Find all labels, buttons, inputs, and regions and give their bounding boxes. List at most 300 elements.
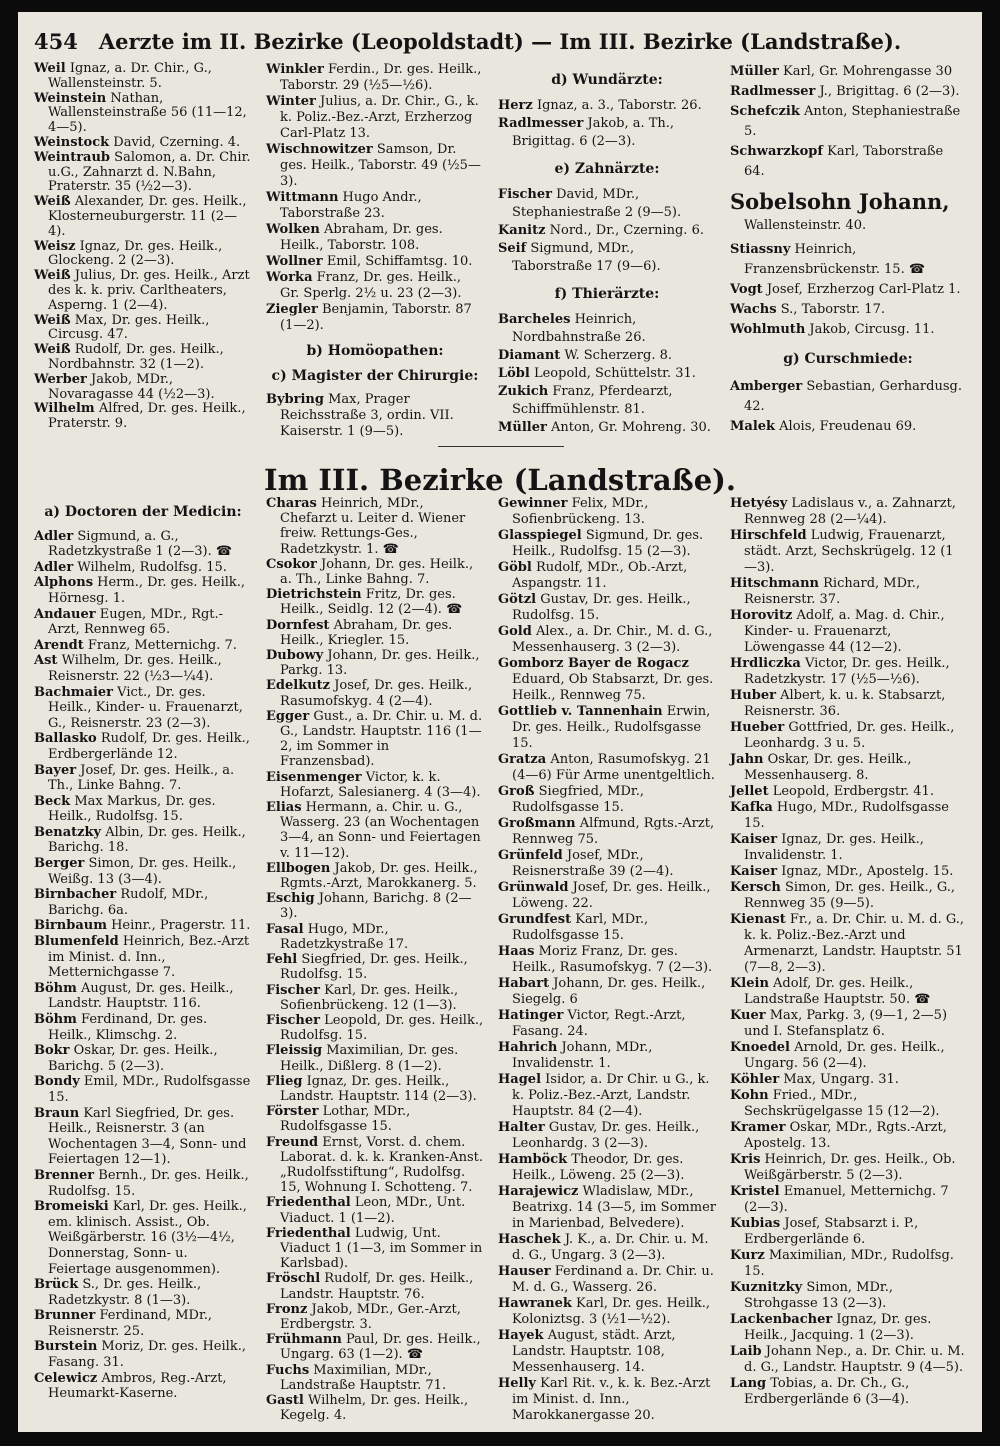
directory-entry xyxy=(498,347,716,365)
entry-details: Oskar, Dr. ges. Heilk., Barichg. 5 (2—3). xyxy=(48,1043,218,1074)
entry-details: Ferdinand, Dr. ges. Heilk., Klimschg. 2. xyxy=(48,1012,208,1043)
directory-entry xyxy=(730,496,966,528)
advert-address: Wallensteinstr. 40. xyxy=(744,218,867,233)
entry-details: Emanuel, Metternichg. 7 (2—3). xyxy=(744,1184,949,1215)
section-subheading: c) Magister der Chirurgie: xyxy=(271,368,479,384)
directory-entry xyxy=(730,1040,966,1072)
entry-details: Siegfried, MDr., Rudolfsgasse 15. xyxy=(512,784,644,815)
entry-surname: Böhm xyxy=(34,1012,77,1027)
directory-entry xyxy=(730,82,966,102)
entry-details: J., Brigittag. 6 (2—3). xyxy=(819,84,960,99)
directory-entry xyxy=(34,731,252,762)
directory-entry xyxy=(730,864,966,880)
entry-details: Fr., a. Dr. Chir. u. M. d. G., k. k. Poliz.-Bez.-Arzt und Armenarzt, Landstr. Hauptstr. 51 (7—8, 2—3). xyxy=(744,912,965,975)
entry-surname: Hrdliczka xyxy=(730,656,801,671)
directory-entry xyxy=(498,496,716,528)
entry-details: David, Czerning. 4. xyxy=(113,134,241,150)
entry-details: Herm., Dr. ges. Heilk., Hörnesg. 1. xyxy=(48,575,246,606)
entry-details: Ludwig, Unt. Viaduct 1 (1—3, im Sommer in Karlsbad). xyxy=(280,1225,483,1272)
entry-details: Josef, MDr., Reisnerstraße 39 (2—4). xyxy=(512,848,674,879)
entry-details: Ferdinand a. Dr. Chir. u. M. d. G., Wasserg. 26. xyxy=(512,1264,714,1295)
entry-details: Karl Siegfried, Dr. ges. Heilk., Reisnerstr. 3 (an Wochentagen 3—4, Sonn- und Feiertagen 12—1). xyxy=(48,1105,247,1168)
entry-surname: Kaiser xyxy=(730,832,778,847)
entry-details: Leopold, Schüttelstr. 31. xyxy=(533,366,696,381)
running-title: Aerzte im II. Bezirke (Leopoldstadt) — Im III. Bezirke (Landstraße). xyxy=(98,29,902,54)
top-column-4 xyxy=(730,62,966,437)
directory-entry xyxy=(730,656,966,688)
entry-details: Ignaz, Dr. ges. Heilk., Jacquing. 1 (2—3). xyxy=(744,1312,932,1343)
entry-details: Moriz, Dr. ges. Heilk., Fasang. 31. xyxy=(48,1339,246,1371)
entry-details: Samson, Dr. ges. Heilk., Taborstr. 49 (½5—3). xyxy=(280,142,481,189)
directory-entry xyxy=(34,402,252,432)
directory-entry xyxy=(730,1248,966,1280)
entry-surname: Großmann xyxy=(498,816,576,831)
entry-surname: Knoedel xyxy=(730,1040,790,1055)
directory-entry xyxy=(266,983,484,1013)
entry-details: Josef, Stabsarzt i. P., Erdbergerlände 6. xyxy=(744,1216,919,1247)
directory-entry xyxy=(34,1371,252,1402)
directory-entry xyxy=(266,190,484,222)
directory-entry xyxy=(34,825,252,856)
entry-surname: Friedenthal xyxy=(266,1225,351,1241)
entry-details: Karl Rit. v., k. k. Bez.-Arzt im Minist. d. Inn., Marokkanergasse 20. xyxy=(512,1376,711,1423)
entry-surname: Ellbogen xyxy=(266,860,331,876)
directory-entry xyxy=(266,557,484,587)
entry-details: Karl, MDr., Rudolfsgasse 15. xyxy=(512,912,649,943)
entry-surname: Fuchs xyxy=(266,1362,310,1378)
entry-surname: Csokor xyxy=(266,556,317,572)
entry-details: Nord., Dr., Czerning. 6. xyxy=(549,223,704,238)
entry-surname: Grünfeld xyxy=(498,848,563,863)
entry-details: Victor, Dr. ges. Heilk., Radetzkystr. 17 (½5—½6). xyxy=(744,656,950,687)
entry-details: Simon, Dr. ges. Heilk., Weißg. 13 (3—4). xyxy=(48,856,237,887)
directory-entry xyxy=(730,976,966,1008)
entry-surname: Weisz xyxy=(34,238,76,254)
bottom-column-1 xyxy=(34,496,252,1402)
entry-surname: Barcheles xyxy=(498,312,571,327)
entry-surname: Kienast xyxy=(730,912,786,927)
entry-surname: Weiß xyxy=(34,312,71,328)
directory-entry xyxy=(730,832,966,864)
directory-entry xyxy=(266,1226,484,1272)
entry-details: Siegfried, Dr. ges. Heilk., Rudolfsg. 15. xyxy=(280,952,468,983)
directory-entry xyxy=(498,186,716,222)
directory-entry xyxy=(730,1152,966,1184)
directory-entry xyxy=(34,195,252,239)
directory-entry xyxy=(498,419,716,437)
directory-entry xyxy=(498,560,716,592)
directory-entry xyxy=(266,302,484,334)
entry-surname: Ballasko xyxy=(34,731,97,747)
entry-surname: Gratza xyxy=(498,752,547,767)
entry-details: Ignaz, Dr. ges. Heilk., Landstr. Hauptstr. 114 (2—3). xyxy=(280,1073,477,1104)
entry-surname: Winkler xyxy=(266,62,324,77)
entry-details: Salomon, a. Dr. Chir. u.G., Zahnarzt d. N.Bahn, Praterstr. 35 (½2—3). xyxy=(48,149,251,195)
entry-details: Jakob, MDr., Novaragasse 44 (½2—3). xyxy=(48,371,215,402)
entry-surname: Kohn xyxy=(730,1088,769,1103)
entry-surname: Kurz xyxy=(730,1248,765,1263)
entry-details: Ignaz, a. 3., Taborstr. 26. xyxy=(536,98,702,113)
entry-surname: Werber xyxy=(34,371,87,387)
directory-entry xyxy=(266,618,484,648)
entry-surname: Elias xyxy=(266,800,302,816)
entry-details: Theodor, Dr. ges. Heilk., Löweng. 25 (2—3). xyxy=(512,1152,685,1183)
directory-entry xyxy=(34,1308,252,1339)
entry-details: Alfmund, Rgts.-Arzt, Rennweg 75. xyxy=(512,816,715,847)
top-column-3 xyxy=(498,62,716,437)
entry-surname: Harajewicz xyxy=(498,1184,579,1199)
entry-details: Julius, a. Dr. Chir., G., k. k. Poliz.-Bez.-Arzt, Erzherzog Carl-Platz 13. xyxy=(280,94,479,141)
entry-surname: Wollner xyxy=(266,254,323,269)
entry-surname: Bachmaier xyxy=(34,684,114,700)
entry-surname: Groß xyxy=(498,784,535,799)
entry-details: Oskar, Dr. ges. Heilk., Messenhauserg. 8. xyxy=(744,752,912,783)
directory-entry xyxy=(730,1008,966,1040)
entry-details: Arnold, Dr. ges. Heilk., Ungarg. 56 (2—4). xyxy=(744,1040,945,1071)
entry-surname: Zukich xyxy=(498,384,549,399)
entry-surname: Fleissig xyxy=(266,1043,323,1059)
directory-entry xyxy=(34,794,252,825)
directory-entry xyxy=(498,1184,716,1232)
entry-details: Eugen, MDr., Rgt.-Arzt, Rennweg 65. xyxy=(48,606,224,638)
directory-entry xyxy=(266,142,484,190)
page-number: 454 xyxy=(34,29,78,54)
entry-details: Maximilian, Dr. ges. Heilk., Dißlerg. 8 (1—2). xyxy=(280,1043,459,1074)
directory-entry xyxy=(730,1072,966,1088)
entry-surname: Schwarzkopf xyxy=(730,144,823,159)
entry-surname: Halter xyxy=(498,1120,545,1135)
directory-entry xyxy=(34,887,252,918)
directory-entry xyxy=(34,343,252,373)
entry-details: Fried., MDr., Sechskrügelgasse 15 (12—2). xyxy=(744,1088,940,1119)
section-divider xyxy=(438,446,564,447)
entry-surname: Hueber xyxy=(730,720,785,735)
entry-surname: Schefczik xyxy=(730,104,800,119)
directory-entry xyxy=(730,752,966,784)
entry-surname: Helly xyxy=(498,1376,536,1391)
top-column-2 xyxy=(266,62,484,440)
entry-surname: Hahrich xyxy=(498,1040,558,1055)
directory-entry xyxy=(730,912,966,976)
directory-entry xyxy=(34,240,252,270)
top-column-1 xyxy=(34,62,252,432)
entry-details: Hugo, MDr., Rudolfsgasse 15. xyxy=(744,800,949,831)
entry-surname: Kuznitzky xyxy=(730,1280,803,1295)
section-subheading: b) Homöopathen: xyxy=(306,343,444,359)
entry-details: Leopold, Erdbergstr. 41. xyxy=(772,784,934,799)
entry-details: Jakob, Dr. ges. Heilk., Rgmts.-Arzt, Marokkanerg. 5. xyxy=(280,860,478,892)
entry-details: Karl, Gr. Mohrengasse 30 xyxy=(782,64,953,79)
directory-entry xyxy=(34,560,252,576)
entry-details: Bernh., Dr. ges. Heilk., Rudolfsg. 15. xyxy=(48,1167,249,1199)
entry-surname: Weiß xyxy=(34,194,71,210)
entry-surname: Hirschfeld xyxy=(730,528,807,543)
entry-surname: Benatzky xyxy=(34,824,102,840)
entry-details: Wilhelm, Dr. ges. Heilk., Reisnerstr. 22 (½3—¼4). xyxy=(48,653,222,684)
entry-surname: Hauser xyxy=(498,1264,551,1279)
entry-details: Vict., Dr. ges. Heilk., Kinder- u. Frauenarzt, G., Reisnerstr. 23 (2—3). xyxy=(48,684,243,731)
entry-details: Adolf, Dr. ges. Heilk., Landstraße Hauptstr. 50. ☎ xyxy=(744,976,931,1007)
entry-surname: Gold xyxy=(498,624,532,639)
directory-entry xyxy=(730,102,966,142)
entry-details: Ludwig, Frauenarzt, städt. Arzt, Sechskrügelg. 12 (1—3). xyxy=(744,528,954,575)
entry-surname: Fehl xyxy=(266,952,298,968)
directory-entry xyxy=(266,709,484,770)
entry-surname: Dietrichstein xyxy=(266,587,362,603)
directory-entry xyxy=(266,922,484,952)
entry-surname: Fröschl xyxy=(266,1271,321,1287)
entry-surname: Adler xyxy=(34,528,74,544)
directory-entry xyxy=(730,142,966,182)
directory-entry xyxy=(730,1216,966,1248)
directory-entry xyxy=(34,1012,252,1043)
directory-entry xyxy=(730,800,966,832)
entry-surname: Worka xyxy=(266,270,313,285)
directory-entry xyxy=(34,1168,252,1199)
directory-entry xyxy=(34,607,252,638)
entry-details: Heinrich, Nordbahnstraße 26. xyxy=(512,312,646,345)
entry-details: Moriz Franz, Dr. ges. Heilk., Rasumofskyg. 7 (2—3). xyxy=(512,944,713,975)
directory-entry xyxy=(498,311,716,347)
entry-details: Lothar, MDr., Rudolfsgasse 15. xyxy=(280,1104,411,1135)
directory-entry xyxy=(498,222,716,240)
entry-surname: Hatinger xyxy=(498,1008,564,1023)
directory-entry xyxy=(730,1280,966,1312)
entry-details: Johann, Barichg. 8 (2—3). xyxy=(280,891,472,922)
entry-details: Anton, Stephaniestraße 5. xyxy=(744,104,961,139)
entry-details: Jakob, MDr., Ger.-Arzt, Erdbergstr. 3. xyxy=(280,1301,461,1332)
bottom-column-3 xyxy=(498,496,716,1424)
advert-name: Sobelsohn Johann, xyxy=(730,189,950,214)
entry-surname: Weinstein xyxy=(34,90,107,106)
directory-entry xyxy=(266,587,484,617)
entry-surname: Hetyésy xyxy=(730,496,788,511)
entry-surname: Egger xyxy=(266,708,310,724)
entry-details: Simon, Dr. ges. Heilk., G., Rennweg 35 (9—5). xyxy=(744,880,956,911)
entry-details: Franz, Metternichg. 7. xyxy=(87,637,237,653)
directory-entry xyxy=(498,704,716,752)
directory-entry xyxy=(266,254,484,270)
directory-entry xyxy=(34,653,252,684)
entry-details: Victor, Regt.-Arzt, Fasang. 24. xyxy=(512,1008,686,1039)
entry-details: Wladislaw, MDr., Beatrixg. 14 (3—5, im Sommer in Marienbad, Belvedere). xyxy=(512,1184,716,1231)
directory-entry xyxy=(498,1040,716,1072)
directory-entry xyxy=(498,976,716,1008)
entry-details: Karl, Taborstraße 64. xyxy=(744,144,944,179)
entry-surname: Friedenthal xyxy=(266,1195,351,1211)
directory-entry xyxy=(730,280,966,300)
entry-surname: Haas xyxy=(498,944,535,959)
entry-details: Sigmund, MDr., Taborstraße 17 (9—6). xyxy=(512,241,661,274)
bottom-column-4 xyxy=(730,496,966,1408)
entry-details: Franz, Pferdearzt, Schiffmühlenstr. 81. xyxy=(512,384,673,417)
directory-entry xyxy=(266,94,484,142)
directory-entry xyxy=(34,373,252,403)
directory-entry xyxy=(498,656,716,704)
entry-details: Gustav, Dr. ges. Heilk., Rudolfsg. 15. xyxy=(512,592,691,623)
directory-entry xyxy=(34,918,252,934)
entry-surname: Gomborz Bayer de Rogacz xyxy=(498,656,689,671)
entry-details: W. Scherzerg. 8. xyxy=(564,348,672,363)
entry-surname: Wachs xyxy=(730,302,777,317)
entry-surname: Eschig xyxy=(266,891,315,907)
directory-entry xyxy=(34,638,252,654)
entry-surname: Charas xyxy=(266,496,317,511)
directory-entry xyxy=(498,752,716,784)
entry-surname: Müller xyxy=(730,64,779,79)
entry-details: Simon, MDr., Strohgasse 13 (2—3). xyxy=(744,1280,893,1311)
directory-entry xyxy=(34,1106,252,1168)
directory-entry xyxy=(730,1344,966,1376)
entry-details: Abraham, Dr. ges. Heilk., Kriegler. 15. xyxy=(280,617,453,648)
entry-surname: Müller xyxy=(498,420,547,435)
entry-surname: Celewicz xyxy=(34,1370,98,1386)
entry-surname: Fischer xyxy=(266,982,320,998)
entry-surname: Horovitz xyxy=(730,608,793,623)
entry-surname: Glasspiegel xyxy=(498,528,582,543)
bottom-column-2 xyxy=(266,496,484,1423)
entry-surname: Hitschmann xyxy=(730,576,819,591)
entry-surname: Burstein xyxy=(34,1339,98,1355)
directory-entry xyxy=(498,912,716,944)
entry-surname: Bayer xyxy=(34,762,77,778)
entry-surname: Brück xyxy=(34,1277,79,1293)
entry-details: Albin, Dr. ges. Heilk., Barichg. 18. xyxy=(48,824,246,856)
directory-entry xyxy=(34,1339,252,1370)
directory-entry xyxy=(730,1376,966,1408)
directory-entry xyxy=(266,891,484,921)
entry-details: Alexander, Dr. ges. Heilk., Klosterneuburgerstr. 11 (2—4). xyxy=(48,194,247,239)
entry-details: Karl, Dr. ges. Heilk., Koloniztsg. 3 (½1—½2). xyxy=(512,1296,711,1327)
entry-surname: Beck xyxy=(34,793,71,809)
directory-entry xyxy=(730,1184,966,1216)
directory-entry xyxy=(498,784,716,816)
directory-entry xyxy=(730,240,966,280)
entry-details: Wilhelm, Dr. ges. Heilk., Kegelg. 4. xyxy=(280,1392,469,1424)
entry-details: Ambros, Reg.-Arzt, Heumarkt-Kaserne. xyxy=(48,1370,227,1402)
directory-entry xyxy=(498,880,716,912)
entry-details: Karl, Dr. ges. Heilk., Sofienbrückeng. 12 (1—3). xyxy=(280,982,459,1013)
directory-entry xyxy=(498,944,716,976)
directory-entry xyxy=(730,688,966,720)
directory-entry xyxy=(498,816,716,848)
directory-entry xyxy=(730,528,966,576)
entry-details: Emil, MDr., Rudolfsgasse 15. xyxy=(48,1074,251,1105)
directory-entry xyxy=(498,528,716,560)
directory-entry xyxy=(34,151,252,195)
entry-surname: Fasal xyxy=(266,921,304,937)
directory-entry xyxy=(730,1312,966,1344)
entry-surname: Stiassny xyxy=(730,242,791,257)
entry-details: Josef, Erzherzog Carl-Platz 1. xyxy=(766,282,961,297)
directory-entry xyxy=(498,1376,716,1424)
entry-details: Rudolf, Dr. ges. Heilk., Landstr. Hauptstr. 76. xyxy=(280,1271,474,1302)
directory-entry xyxy=(498,97,716,115)
entry-surname: Haschek xyxy=(498,1232,561,1247)
entry-details: Maximilian, MDr., Rudolfsg. 15. xyxy=(744,1248,954,1279)
entry-surname: Wilhelm xyxy=(34,401,95,417)
entry-details: Heinrich, Franzensbrückenstr. 15. ☎ xyxy=(744,242,926,277)
entry-details: Gust., a. Dr. Chir. u. M. d. G., Landstr. Hauptstr. 116 (1—2, im Sommer in Franzensbad). xyxy=(280,708,483,770)
directory-entry xyxy=(266,1074,484,1104)
entry-surname: Winter xyxy=(266,94,316,109)
entry-details: Josef, Dr. ges. Heilk., a. Th., Linke Bahng. 7. xyxy=(48,762,235,794)
entry-surname: Weinstock xyxy=(34,134,110,150)
entry-details: Leopold, Dr. ges. Heilk., Rudolfsg. 15. xyxy=(280,1012,484,1044)
entry-surname: Diamant xyxy=(498,348,561,363)
directory-entry xyxy=(730,880,966,912)
entry-details: Johann Nep., a. Dr. Chir. u. M. d. G., Landstr. Hauptstr. 9 (4—5). xyxy=(744,1344,965,1375)
entry-surname: Wittmann xyxy=(266,190,339,205)
entry-surname: Ast xyxy=(34,653,58,669)
entry-surname: Seif xyxy=(498,241,527,256)
directory-entry xyxy=(34,62,252,92)
entry-details: Erwin, Dr. ges. Heilk., Rudolfsgasse 15. xyxy=(512,704,711,751)
entry-surname: Kristel xyxy=(730,1184,780,1199)
directory-entry xyxy=(34,934,252,981)
entry-surname: Adler xyxy=(34,559,74,575)
entry-surname: Kramer xyxy=(730,1120,786,1135)
entry-details: Ignaz, MDr., Apostelg. 15. xyxy=(781,864,954,879)
entry-details: Ignaz, Dr. ges. Heilk., Invalidenstr. 1. xyxy=(744,832,924,863)
entry-surname: Bromeiski xyxy=(34,1199,109,1215)
entry-details: Ladislaus v., a. Zahnarzt, Rennweg 28 (2—¼4). xyxy=(744,496,956,527)
entry-surname: Amberger xyxy=(730,379,803,394)
entry-details: Wilhelm, Rudolfsg. 15. xyxy=(77,559,227,575)
page-header xyxy=(34,26,966,58)
directory-page xyxy=(18,12,982,1432)
section-subheading: d) Wundärzte: xyxy=(551,72,663,88)
entry-details: Anton, Gr. Mohreng. 30. xyxy=(550,420,711,435)
directory-entry xyxy=(498,240,716,276)
entry-surname: Weintraub xyxy=(34,149,111,165)
entry-surname: Fischer xyxy=(266,1012,320,1028)
directory-entry xyxy=(266,1332,484,1362)
entry-surname: Lang xyxy=(730,1376,767,1391)
entry-details: Max, Dr. ges. Heilk., Circusg. 47. xyxy=(48,312,210,343)
entry-surname: Kris xyxy=(730,1152,761,1167)
directory-entry xyxy=(266,222,484,254)
directory-entry xyxy=(266,1013,484,1043)
entry-details: Hermann, a. Chir. u. G., Wasserg. 23 (an Wochentagen 3—4, an Sonn- und Feiertagen v. 11—12). xyxy=(280,800,481,861)
entry-surname: Grundfest xyxy=(498,912,572,927)
directory-entry xyxy=(266,1393,484,1423)
entry-surname: Göbl xyxy=(498,560,532,575)
section-subheading: g) Curschmiede: xyxy=(783,351,913,367)
entry-details: Heinr., Pragerstr. 11. xyxy=(111,918,251,934)
directory-entry xyxy=(34,981,252,1012)
entry-surname: Köhler xyxy=(730,1072,780,1087)
entry-surname: Jahn xyxy=(730,752,764,767)
entry-surname: Hayek xyxy=(498,1328,544,1343)
directory-entry xyxy=(266,62,484,94)
directory-entry xyxy=(498,1072,716,1120)
directory-entry xyxy=(266,770,484,800)
entry-surname: Ziegler xyxy=(266,302,318,317)
entry-details: Josef, Dr. ges. Heilk., Rasumofskyg. 4 (2—4). xyxy=(280,678,473,709)
entry-surname: Edelkutz xyxy=(266,678,331,694)
directory-entry xyxy=(730,784,966,800)
entry-surname: Kafka xyxy=(730,800,773,815)
entry-surname: Grünwald xyxy=(498,880,569,895)
entry-surname: Förster xyxy=(266,1104,319,1120)
directory-entry xyxy=(498,115,716,151)
directory-entry xyxy=(266,952,484,982)
entry-details: Paul, Dr. ges. Heilk., Ungarg. 63 (1—2). ☎ xyxy=(280,1332,481,1363)
entry-details: Max Markus, Dr. ges. Heilk., Rudolfsg. 15. xyxy=(48,793,216,825)
entry-surname: Laib xyxy=(730,1344,762,1359)
directory-entry xyxy=(34,575,252,606)
